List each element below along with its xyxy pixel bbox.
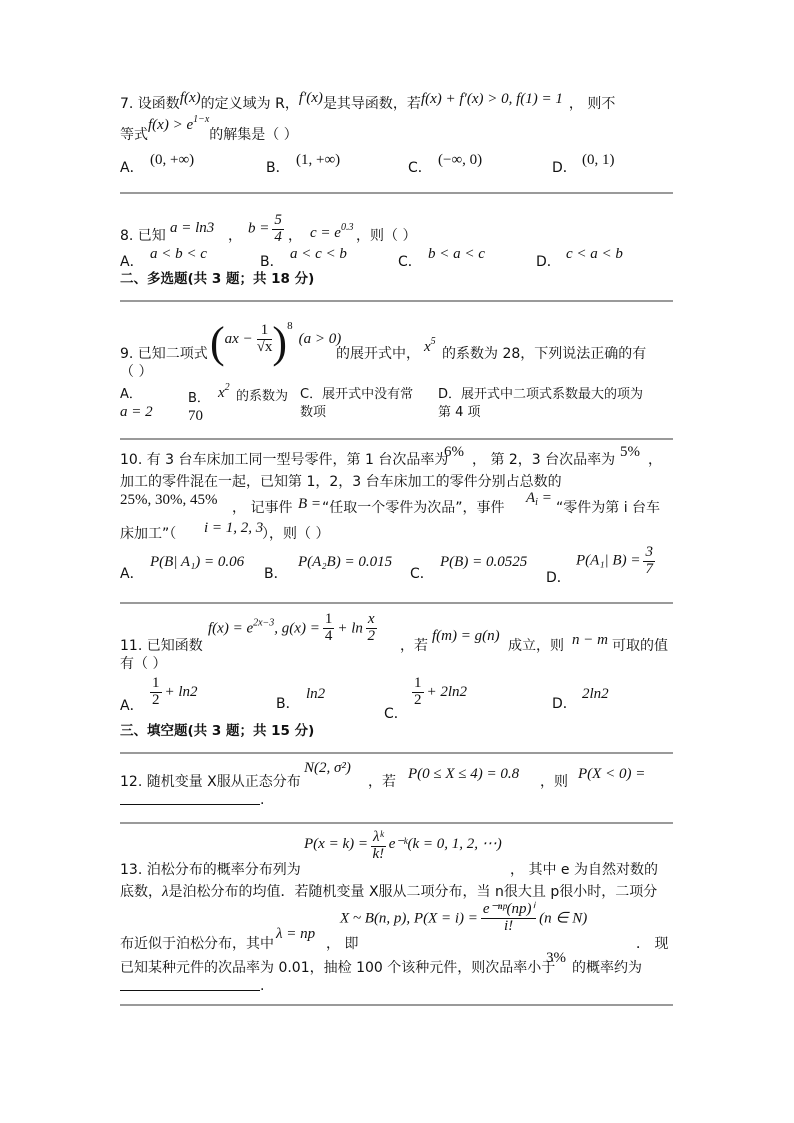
q10-event-a-eq: = — [537, 490, 552, 506]
q11-prefix: 11. 已知函数 — [120, 638, 203, 654]
q11-option-c[interactable] — [412, 676, 467, 709]
q9-option-d-cont[interactable]: 第 4 项 — [438, 405, 481, 420]
q7-option-d[interactable]: (0, 1) — [582, 152, 615, 168]
q10-option-c[interactable]: P(B) = 0.0525 — [440, 554, 528, 570]
q9-option-c-label-wrap[interactable] — [300, 388, 413, 403]
divider — [120, 300, 673, 302]
q13-text: ， 即 — [326, 936, 359, 952]
q10-text: 床加工”（ — [120, 526, 177, 542]
q13-answer-blank[interactable] — [120, 990, 260, 991]
q7-derivative: f′(x) — [298, 90, 323, 106]
q9-binomial — [210, 312, 342, 367]
q10-text: ， 第 2，3 台次品率为 — [472, 452, 616, 468]
q12-text: ，若 — [368, 774, 396, 790]
q13-lambda: λ — [162, 884, 169, 900]
q11-option-c-label[interactable]: C． — [384, 706, 408, 722]
q10-p1: 6% — [444, 444, 464, 460]
section-heading-multiple-choice: 二、多选题(共 3 题；共 18 分) — [120, 271, 315, 287]
q10-option-d-den: 7 — [645, 560, 653, 577]
q11-option-d-label[interactable]: D． — [552, 696, 577, 712]
q7-fx: f(x) — [179, 90, 201, 106]
q11-g-def: , g(x) = — [274, 620, 320, 637]
q10-option-a-label[interactable]: A． — [120, 566, 144, 582]
q13-pct: 3% — [546, 950, 566, 966]
q7-option-d-label[interactable]: D． — [552, 160, 577, 176]
q8-option-b-label[interactable]: B． — [260, 254, 284, 270]
q10-option-d[interactable] — [576, 545, 655, 578]
q9-option-b-exp: 2 — [224, 382, 230, 393]
q11-option-a-num: 1 — [152, 675, 160, 691]
q8-c-exp: 0.3 — [340, 222, 354, 233]
q13-text: 是泊松分布的均值．若随机变量 X服从二项分布，当 n很大且 p很小时，二项分 — [168, 884, 658, 900]
q9-option-c[interactable]: 展开式中没有常 — [322, 387, 414, 402]
q9-option-b-term[interactable] — [218, 382, 230, 402]
q13-formula-num: λᵏ — [372, 829, 384, 845]
q12-prefix: 12. 随机变量 X服从正态分布 — [120, 774, 301, 790]
q13-formula-lhs: P(x = k) = — [304, 836, 368, 853]
q9-binom-frac — [257, 323, 273, 356]
q10-option-b-label[interactable]: B． — [264, 566, 288, 582]
q11-text: ，若 — [400, 638, 428, 654]
q8-option-d[interactable]: c < a < b — [566, 246, 623, 262]
q11-g-den: 4 — [324, 627, 333, 644]
q9-option-b-value[interactable]: 70 — [188, 408, 203, 424]
q13-binomial-formula — [340, 902, 587, 935]
q13-end: . — [260, 978, 265, 994]
q7-ineq-base: f(x) > e — [148, 117, 194, 133]
q9-binom-left: ax − — [224, 331, 253, 347]
q7-text: 等式 — [120, 127, 148, 143]
q9-option-a[interactable]: a = 2 — [120, 404, 153, 420]
divider — [120, 752, 673, 754]
q9-option-d-wrap[interactable] — [438, 388, 643, 403]
q13-binom-lhs: X ~ B(n, p), P(X = i) = — [340, 910, 478, 927]
q8-b-den: 4 — [274, 228, 282, 245]
q12-condition: P(0 ≤ X ≤ 4) = 0.8 — [408, 766, 520, 782]
q7-ineq-exp: 1−x — [193, 114, 210, 125]
q9-option-b-label[interactable]: B． — [188, 391, 210, 406]
q11-g-ln: + ln — [337, 620, 363, 637]
q9-binom-den: √x — [256, 338, 273, 355]
q13-text: ． 现 — [636, 936, 669, 952]
q10-option-d-frac — [643, 545, 655, 578]
q11-functions — [208, 612, 377, 645]
q9-x5-base: x — [424, 339, 431, 355]
q8-prefix: 8. 已知 — [120, 228, 166, 244]
q11-option-c-num: 1 — [414, 675, 422, 691]
q11-option-b-label[interactable]: B． — [276, 696, 300, 712]
q13-formula-rest: e⁻ᵏ(k = 0, 1, 2, ⋯) — [388, 836, 502, 853]
q9-option-c-cont[interactable]: 数项 — [300, 405, 327, 420]
q11-option-c-rest: + 2ln2 — [426, 684, 468, 701]
q8-option-a-label[interactable]: A． — [120, 254, 144, 270]
q10-text: ， — [648, 452, 662, 468]
q10-shares: 25%, 30%, 45% — [120, 492, 218, 508]
q8-option-c[interactable]: b < a < c — [428, 246, 485, 262]
q7-option-b[interactable]: (1, +∞) — [296, 152, 341, 168]
q9-option-c-label[interactable]: C． — [300, 387, 323, 402]
q9-option-d[interactable]: 展开式中二项式系数最大的项为 — [461, 387, 644, 402]
q11-text: 有（ ） — [120, 656, 167, 672]
divider — [120, 438, 673, 440]
q8-line1 — [120, 228, 166, 244]
q10-option-d-lhs: P(A₁| B) = — [576, 552, 641, 569]
q11-f-def: f(x) = e — [208, 620, 254, 637]
q11-g-num2: x — [367, 611, 375, 627]
q10-text: “任取一个零件为次品”，事件 — [322, 500, 505, 516]
q9-text: 的系数为 28，下列说法正确的有 — [442, 346, 647, 362]
q10-text: “零件为第 i 台车 — [556, 500, 661, 516]
q8-option-a[interactable]: a < b < c — [150, 246, 207, 262]
q13-binom-den: i! — [503, 917, 514, 934]
q13-text: 已知某种元件的次品率为 0.01，抽检 100 个该种元件，则次品率小于 — [120, 960, 556, 976]
q11-g-num: 1 — [324, 611, 333, 627]
q11-option-c-den: 2 — [414, 691, 422, 708]
q11-option-a-den: 2 — [152, 691, 160, 708]
q10-event-a-sub: i — [535, 497, 538, 508]
q11-option-a-label[interactable]: A． — [120, 698, 144, 714]
q12-text: ，则 — [540, 774, 568, 790]
q8-b-num: 5 — [274, 212, 282, 228]
q13-formula-frac — [371, 830, 386, 863]
q12-ask: P(X < 0) = — [578, 766, 646, 782]
q7-option-a[interactable]: (0, +∞) — [150, 152, 195, 168]
q7-condition: f(x) + f′(x) > 0, f(1) = 1 — [420, 91, 563, 107]
divider — [120, 822, 673, 824]
divider — [120, 602, 673, 604]
q10-text: ， 记事件 — [232, 500, 293, 516]
q7-prefix: 7. 设函数 — [120, 96, 180, 112]
q13-text: 13. 泊松分布的概率分布列为 — [120, 862, 301, 878]
q13-line2 — [120, 884, 657, 901]
q11-option-a-frac — [150, 676, 162, 709]
q11-option-a[interactable] — [150, 676, 198, 709]
q11-diff: n − m — [572, 632, 608, 648]
q11-g-den2: 2 — [367, 627, 375, 644]
q9-text: 的展开式中， — [336, 346, 420, 362]
q10-text: 10. 有 3 台车床加工同一型号零件，第 1 台次品率为 — [120, 452, 449, 468]
q8-b-frac — [272, 213, 284, 246]
q8-option-c-label[interactable]: C． — [398, 254, 422, 270]
q9-option-a-label[interactable]: A． — [120, 387, 142, 402]
q8-b — [248, 213, 284, 246]
q8-text: ， — [288, 228, 302, 244]
q13-text: 底数， — [120, 884, 162, 900]
q11-f-exp: 2x−3 — [253, 617, 275, 629]
q9-option-b-text[interactable]: 的系数为 — [236, 389, 289, 404]
q8-text: ， — [228, 228, 242, 244]
q8-a: a = ln3 — [170, 220, 215, 236]
q9-prefix: 9. 已知二项式 — [120, 346, 208, 362]
q7-line2 — [120, 114, 298, 144]
q13-binom-frac — [481, 902, 536, 935]
q9-answer-paren: （ ） — [120, 364, 153, 380]
q11-option-a-rest: + ln2 — [164, 684, 198, 701]
q11-option-b[interactable]: ln2 — [306, 686, 326, 702]
q10-range: i = 1, 2, 3 — [204, 520, 264, 536]
q12-end: . — [260, 792, 265, 808]
divider — [120, 192, 673, 194]
section-heading-fill-in: 三、填空题(共 3 题；共 15 分) — [120, 723, 315, 739]
q13-poisson-formula — [304, 830, 502, 863]
q10-p2: 5% — [620, 444, 640, 460]
q9-right-paren: ) — [272, 318, 288, 367]
q11-option-d[interactable]: 2ln2 — [582, 686, 609, 702]
q10-event-a — [526, 490, 552, 509]
q13-binom-num: e⁻ⁿᵖ(np)ⁱ — [482, 901, 535, 917]
q12-distribution: N(2, σ²) — [304, 760, 351, 776]
q13-binom-rest: (n ∈ N) — [539, 910, 588, 927]
q10-option-d-num: 3 — [645, 544, 653, 560]
q11-g-frac1 — [323, 612, 335, 645]
q8-b-lhs: b = — [248, 220, 270, 237]
q9-x5 — [424, 336, 436, 356]
q10-option-a[interactable]: P(B| A₁) = 0.06 — [150, 554, 245, 570]
q9-left-paren: ( — [210, 318, 225, 367]
q8-text: ，则（ ） — [356, 228, 417, 244]
q10-event-b: B = — [298, 496, 322, 512]
q8-c — [310, 222, 353, 242]
q13-lambda-eq: λ = np — [276, 926, 316, 942]
q10-text: 加工的零件混在一起，已知第 1，2，3 台车床加工的零件分别占总数的 — [120, 474, 562, 490]
q8-option-b[interactable]: a < c < b — [290, 246, 347, 262]
q11-option-c-frac — [412, 676, 424, 709]
q13-formula-den: k! — [372, 845, 385, 862]
q9-option-d-label[interactable]: D． — [438, 387, 462, 402]
q10-option-c-label[interactable]: C． — [410, 566, 434, 582]
q7-text: ， 则不 — [568, 96, 616, 112]
q7-option-c-label[interactable]: C． — [408, 160, 432, 176]
q9-option-b-base: x — [218, 385, 225, 401]
q7-text: 的解集是（ ） — [209, 127, 298, 143]
q10-text: ），则（ ） — [262, 526, 330, 542]
q11-text: 成立，则 — [508, 638, 564, 654]
q8-option-d-label[interactable]: D． — [536, 254, 561, 270]
q8-c-base: c = e — [310, 225, 341, 241]
q10-event-a-base: A — [526, 490, 536, 506]
q9-binom-exp: 8 — [287, 320, 293, 332]
q10-option-d-label[interactable]: D． — [546, 570, 571, 586]
q7-text: 是其导函数，若 — [322, 96, 421, 112]
q7-line1 — [120, 90, 616, 113]
q12-answer-blank[interactable] — [120, 804, 260, 805]
q13-text: ， 其中 e 为自然对数的 — [510, 862, 658, 878]
q11-text: 可取的值 — [612, 638, 668, 654]
q7-option-a-label[interactable]: A． — [120, 160, 144, 176]
divider — [120, 1004, 673, 1006]
q13-text: 布近似于泊松分布，其中 — [120, 936, 274, 952]
q10-option-b[interactable]: P(A₂B) = 0.015 — [298, 554, 393, 570]
q9-binom-cond: (a > 0) — [298, 331, 342, 347]
q7-option-c[interactable]: (−∞, 0) — [438, 152, 483, 168]
q7-text: 的定义域为 R， — [200, 96, 299, 112]
q13-text: 的概率约为 — [572, 960, 642, 976]
q7-inequality — [148, 114, 210, 133]
q7-option-b-label[interactable]: B． — [266, 160, 290, 176]
q9-binom-num: 1 — [257, 323, 273, 340]
q11-g-frac2 — [366, 612, 377, 645]
q9-x5-exp: 5 — [430, 336, 436, 347]
q11-condition: f(m) = g(n) — [432, 628, 500, 644]
